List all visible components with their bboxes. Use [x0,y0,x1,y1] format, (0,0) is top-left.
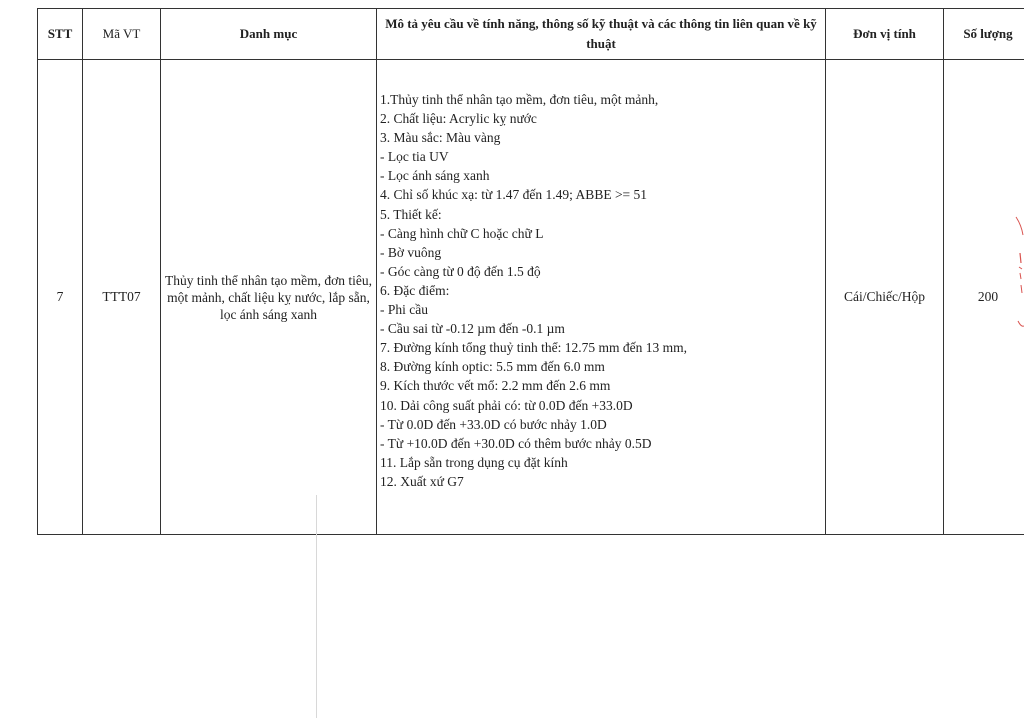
spec-line: 11. Lắp sẵn trong dụng cụ đặt kính [380,454,568,470]
header-danh-muc: Danh mục [161,9,377,60]
spec-line: 8. Đường kính optic: 5.5 mm đến 6.0 mm [380,359,605,375]
spec-line: - Góc càng từ 0 độ đến 1.5 độ [380,263,541,279]
header-ma-vt: Mã VT [83,9,161,60]
cell-stt: 7 [38,60,83,535]
specification-table [37,8,1024,535]
cell-so-luong: 200 [944,60,1024,535]
cell-danh-muc: Thủy tinh thể nhân tạo mềm, đơn tiêu, một mảnh, chất liệu kỵ nước, lắp sẵn, lọc ánh sáng xanh [161,60,377,535]
cell-ma-vt: TTT07 [83,60,161,535]
spec-line: 2. Chất liệu: Acrylic kỵ nước [380,111,537,127]
spec-line: 10. Dải công suất phải có: từ 0.0D đến +33.0D [380,397,633,413]
scan-fold-line [316,495,317,718]
header-don-vi: Đơn vị tính [826,9,944,60]
spec-line: 6. Đặc điểm: [380,282,450,298]
header-so-luong: Số lượng [944,9,1024,60]
cell-mo-ta [377,60,826,535]
spec-line: 4. Chỉ số khúc xạ: từ 1.47 đến 1.49; ABBE >= 51 [380,187,648,203]
header-mo-ta: Mô tả yêu cầu về tính năng, thông số kỹ thuật và các thông tin liên quan về kỹ thuật [377,9,826,60]
cell-don-vi: Cái/Chiếc/Hộp [826,60,944,535]
spec-line: - Phi cầu [380,302,428,318]
spec-line: - Bờ vuông [380,244,442,260]
table-header-row [38,9,1024,60]
spec-line: 7. Đường kính tổng thuỷ tinh thể: 12.75 mm đến 13 mm, [380,340,687,356]
stamp-fragment-icon [1012,215,1024,330]
spec-line: 12. Xuất xứ G7 [380,473,464,489]
spec-line: 1.Thủy tinh thể nhân tạo mềm, đơn tiêu, một mảnh, [380,92,659,107]
spec-line: - Từ +10.0D đến +30.0D có thêm bước nhảy 0.5D [380,435,652,451]
spec-line: - Lọc tia UV [380,149,449,165]
spec-line: 3. Màu sắc: Màu vàng [380,130,501,146]
table-row [38,60,1024,535]
spec-line: 9. Kích thước vết mổ: 2.2 mm đến 2.6 mm [380,378,611,394]
spec-line: - Lọc ánh sáng xanh [380,168,490,184]
spec-line: 5. Thiết kế: [380,206,442,222]
spec-line: - Từ 0.0D đến +33.0D có bước nhảy 1.0D [380,416,607,432]
spec-line: - Cầu sai từ -0.12 µm đến -0.1 µm [380,321,565,337]
spec-line: - Càng hình chữ C hoặc chữ L [380,225,544,241]
header-stt: STT [38,9,83,60]
